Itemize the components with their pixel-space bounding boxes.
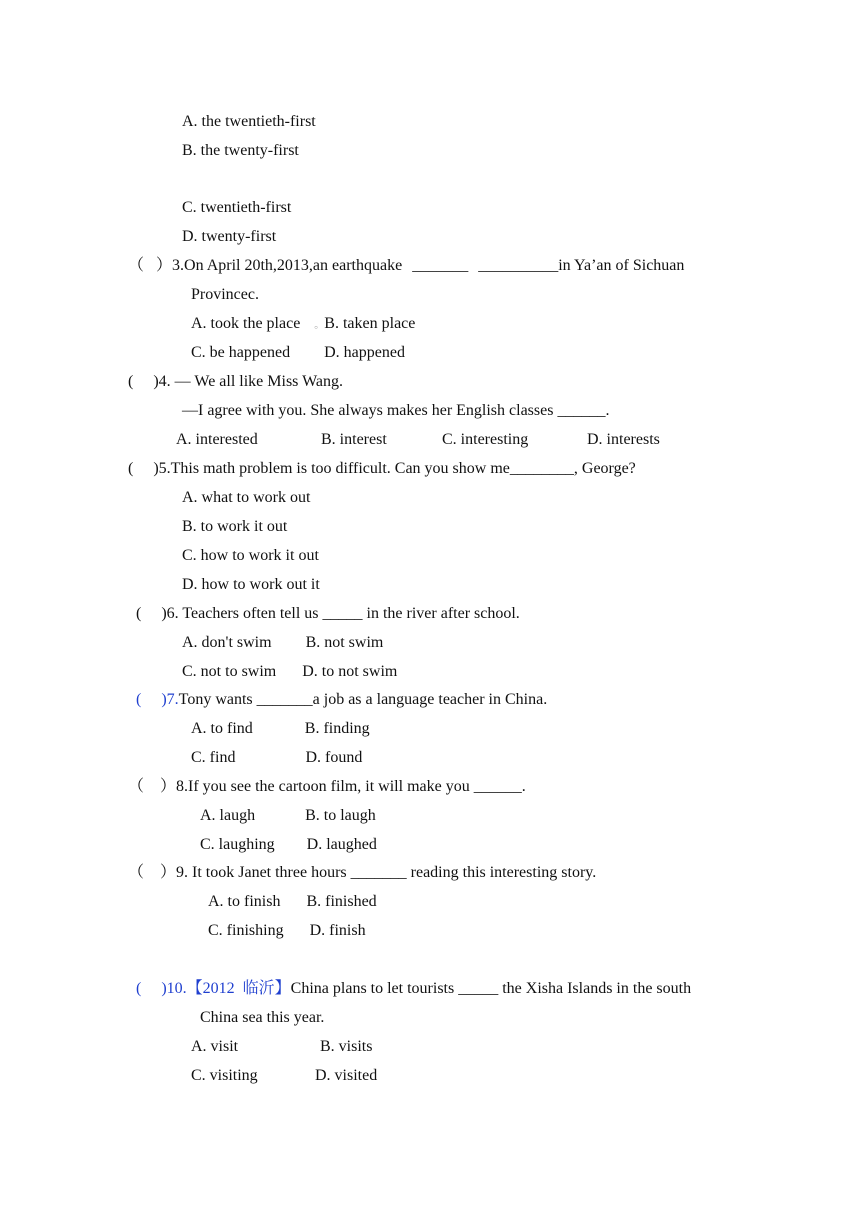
q6-option-d: D. to not swim xyxy=(302,663,398,680)
q2-option-c: C. twentieth-first xyxy=(182,199,292,216)
q7-options-ab xyxy=(191,719,370,739)
q10-option-d: D. visited xyxy=(315,1067,378,1084)
q3-options-cd xyxy=(191,343,405,363)
q3-options-ab xyxy=(191,314,415,336)
q3-option-c: C. be happened xyxy=(191,344,291,361)
q5-option-d: D. how to work out it xyxy=(182,576,320,593)
q4-stem: 4. — We all like Miss Wang. xyxy=(158,373,344,390)
q8-option-d: D. laughed xyxy=(306,836,377,853)
q7-number: 7. xyxy=(166,691,179,708)
q3-stem: 3.On April 20th,2013,an earthquake xyxy=(172,257,403,274)
q7-option-d: D. found xyxy=(305,749,363,766)
q8-stem-line xyxy=(128,777,526,797)
q4-option-d: D. interests xyxy=(587,431,660,448)
q7-option-b: B. finding xyxy=(304,720,370,737)
q8-options-ab xyxy=(200,806,376,826)
q10-stem-continued: China sea this year. xyxy=(200,1009,325,1026)
q4-option-a: A. interested xyxy=(176,431,258,448)
answer-paren: （ ） xyxy=(128,257,173,274)
q4-stem-line xyxy=(128,372,343,392)
q8-options-cd xyxy=(200,835,377,855)
q5-stem: 5.This math problem is too difficult. Can you show me________, George? xyxy=(158,460,636,477)
q9-option-b: B. finished xyxy=(306,893,377,910)
q9-option-d: D. finish xyxy=(309,922,366,939)
q6-option-a: A. don't swim xyxy=(182,634,272,651)
q4-option-c: C. interesting xyxy=(442,431,529,448)
q5-stem-line xyxy=(128,459,636,479)
q5-option-b: B. to work it out xyxy=(182,518,288,535)
q6-option-b: B. not swim xyxy=(305,634,384,651)
q9-stem-line xyxy=(128,863,596,883)
stray-mark: 。 xyxy=(314,320,325,331)
blank: _______ xyxy=(412,257,469,274)
q5-option-a: A. what to work out xyxy=(182,489,311,506)
q7-option-c: C. find xyxy=(191,749,236,766)
answer-paren: （ ） xyxy=(128,778,177,795)
q7-stem: Tony wants _______a job as a language teacher in China. xyxy=(178,691,548,708)
q9-options-cd xyxy=(208,921,366,941)
q5-option-c: C. how to work it out xyxy=(182,547,319,564)
q8-option-a: A. laugh xyxy=(200,807,256,824)
q10-option-c: C. visiting xyxy=(191,1067,258,1084)
blank: __________ xyxy=(478,257,559,274)
q7-option-a: A. to find xyxy=(191,720,253,737)
answer-paren: ( ) xyxy=(136,605,167,622)
q3-option-b: B. taken place xyxy=(324,315,416,332)
q10-stem: China plans to let tourists _____ the Xisha Islands in the south xyxy=(290,980,692,997)
q9-options-ab xyxy=(208,892,377,912)
q6-option-c: C. not to swim xyxy=(182,663,277,680)
q10-source: 【2012 临沂】 xyxy=(186,980,291,997)
q7-options-cd xyxy=(191,748,362,768)
q3-option-d: D. happened xyxy=(324,344,405,361)
q2-option-a: A. the twentieth-first xyxy=(182,113,316,130)
q6-stem: 6. Teachers often tell us _____ in the river after school. xyxy=(166,605,520,622)
q8-stem: 8.If you see the cartoon film, it will make you ______. xyxy=(176,778,526,795)
answer-paren: ( ) xyxy=(136,691,167,708)
q3-stem-continued: Provincec. xyxy=(191,286,259,303)
q8-option-c: C. laughing xyxy=(200,836,275,853)
q3-option-a: A. took the place xyxy=(191,315,301,332)
answer-paren: ( ) xyxy=(136,980,167,997)
q2-option-d: D. twenty-first xyxy=(182,228,277,245)
q3-stem-line xyxy=(128,256,684,276)
q4-reply: —I agree with you. She always makes her English classes ______. xyxy=(182,402,610,419)
q10-number: 10. xyxy=(166,980,187,997)
q7-stem-line xyxy=(136,690,547,710)
q6-stem-line xyxy=(136,604,520,624)
answer-paren: （ ） xyxy=(128,864,177,881)
q9-option-c: C. finishing xyxy=(208,922,284,939)
answer-paren: ( ) xyxy=(128,373,159,390)
q6-options-ab xyxy=(182,633,383,653)
answer-paren: ( ) xyxy=(128,460,159,477)
q9-stem: 9. It took Janet three hours _______ reading this interesting story. xyxy=(176,864,597,881)
q6-options-cd xyxy=(182,662,397,682)
q8-option-b: B. to laugh xyxy=(305,807,376,824)
q3-stem-tail: in Ya’an of Sichuan xyxy=(558,257,685,274)
q10-option-b: B. visits xyxy=(320,1038,373,1055)
q10-option-a: A. visit xyxy=(191,1038,239,1055)
q9-option-a: A. to finish xyxy=(208,893,281,910)
q10-stem-line xyxy=(136,979,691,999)
q4-option-b: B. interest xyxy=(321,431,387,448)
q2-option-b: B. the twenty-first xyxy=(182,142,299,159)
